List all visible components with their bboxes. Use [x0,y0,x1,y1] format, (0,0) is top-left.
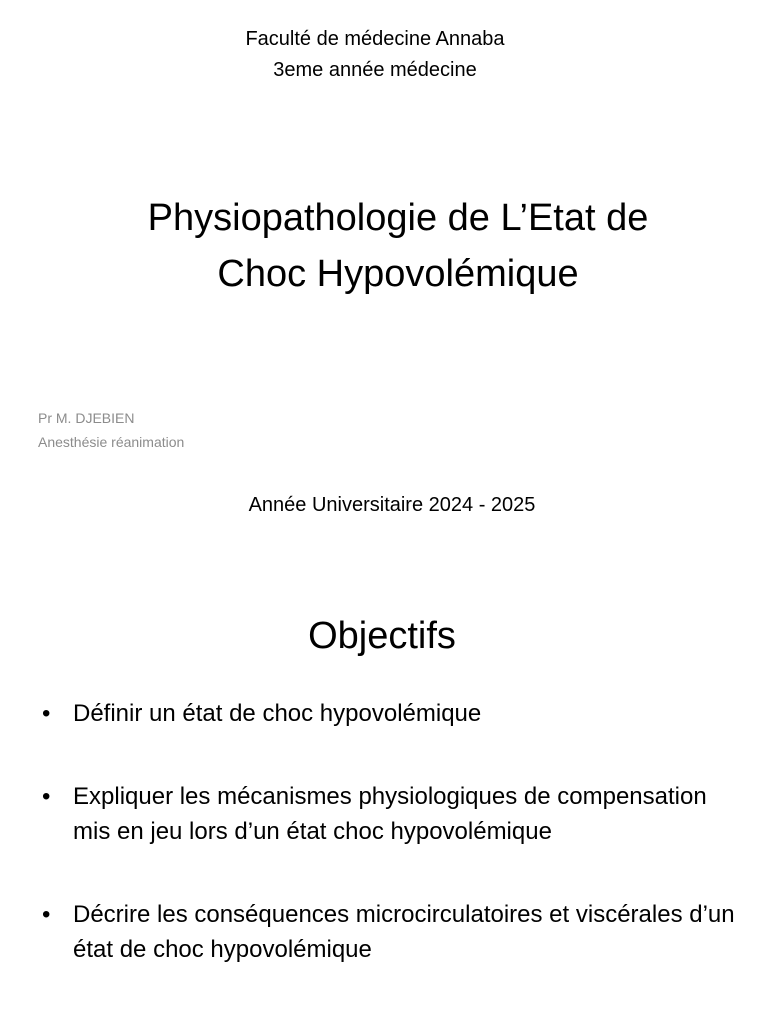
bullet-icon: • [42,901,51,928]
faculty-name: Faculté de médecine Annaba [245,28,505,50]
bullet-icon: • [42,783,51,810]
author-block [38,406,184,454]
faculty-header [0,24,750,86]
presentation-title-line-2: Choc Hypovolémique [217,253,579,295]
objective-text: Décrire les conséquences microcirculatoires et viscérales d’un état de choc hypovolémique [73,901,735,963]
study-year: 3eme année médecine [273,59,477,81]
objective-item [42,779,742,849]
objective-item [42,897,742,967]
objectives-list [42,696,742,1015]
bullet-icon: • [42,700,51,727]
academic-year: Année Universitaire 2024 - 2025 [248,494,536,516]
author-department: Anesthésie réanimation [38,434,185,450]
objectives-title: Objectifs [308,615,456,657]
objective-item [42,696,742,731]
objective-text: Définir un état de choc hypovolémique [73,700,482,727]
presentation-title [60,190,736,302]
objective-text: Expliquer les mécanismes physiologiques de compensation mis en jeu lors d’un état choc hypovolémique [73,783,707,845]
presentation-title-line-1: Physiopathologie de L’Etat de [147,197,649,239]
author-name: Pr M. DJEBIEN [38,410,135,426]
objectives-slide [0,580,768,1024]
